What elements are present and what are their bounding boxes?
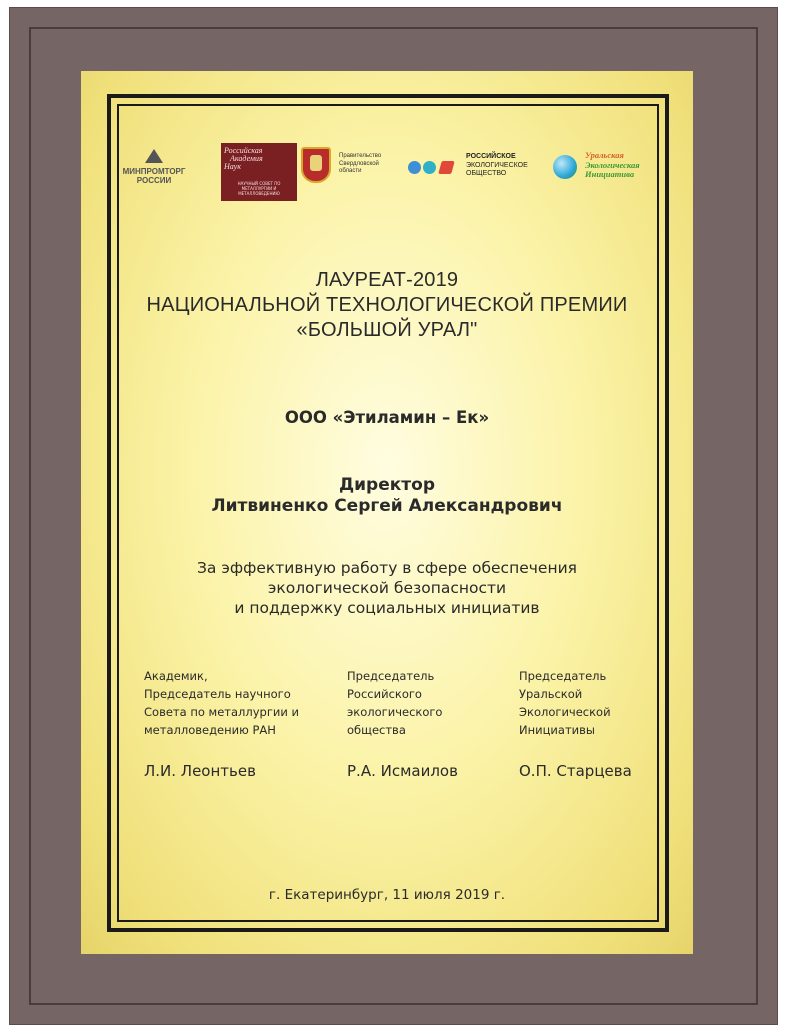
ural-initiative-text <box>585 151 640 180</box>
signatory-3 <box>519 667 659 780</box>
russian-ecological-society-logo <box>466 153 558 193</box>
ran-line2: Академия <box>230 154 263 163</box>
partner-icon-blue <box>408 161 421 174</box>
minpromtorg-triangle-icon <box>145 149 163 163</box>
ural-line3: Инициатива <box>585 169 635 179</box>
signatory-1 <box>144 667 314 780</box>
signatory-2 <box>347 667 487 780</box>
minpromtorg-line1: МИНПРОМТОРГ <box>122 167 186 176</box>
signatory-1-title-line: Председатель научного <box>144 687 291 701</box>
award-motivation <box>81 558 693 618</box>
ros-eco-line3: ОБЩЕСТВО <box>466 170 507 177</box>
ran-subtitle: НАУЧНЫЙ СОВЕТ ПО МЕТАЛЛУРГИИ И МЕТАЛЛОВЕДЕНИЮ <box>237 181 281 196</box>
recipient-position: Директор <box>339 475 435 495</box>
minpromtorg-line2: РОССИИ <box>136 176 172 185</box>
diploma-plate <box>81 71 693 954</box>
ural-line1: Уральская <box>585 150 624 160</box>
government-line1: Правительство <box>339 153 382 159</box>
heading-line3: «БОЛЬШОЙ УРАЛ" <box>296 319 478 341</box>
coat-of-arms-icon <box>301 147 331 183</box>
signatory-2-title-line: Председатель <box>347 669 435 683</box>
signatory-2-title-line: экологического <box>347 705 443 719</box>
partner-icon-teal <box>423 161 436 174</box>
heading-line2: НАЦИОНАЛЬНОЙ ТЕХНОЛОГИЧЕСКОЙ ПРЕМИИ <box>146 294 628 316</box>
signatory-1-title-line: Совета по металлургии и <box>144 705 299 719</box>
signatory-3-name: О.П. Старцева <box>519 762 632 780</box>
government-text <box>339 153 381 176</box>
signatory-2-title-line: Российского <box>347 687 422 701</box>
signatory-1-title-line: Академик, <box>144 669 208 683</box>
partner-icons <box>408 157 464 179</box>
government-line3: области <box>339 168 362 174</box>
ural-line2: Экологическая <box>585 159 640 170</box>
minpromtorg-logo <box>114 143 194 203</box>
ros-eco-line2: ЭКОЛОГИЧЕСКОЕ <box>466 161 528 169</box>
signatory-2-name: Р.А. Исмаилов <box>347 762 458 780</box>
signatory-3-title-line: Экологической <box>519 705 611 719</box>
sverdlovsk-government-logo <box>301 147 405 197</box>
heading-line1: ЛАУРЕАТ-2019 <box>315 269 459 291</box>
motivation-line1: За эффективную работу в сфере обеспечения <box>197 559 577 577</box>
award-heading <box>81 268 693 343</box>
ran-line3: Наук <box>224 162 241 171</box>
ural-ecological-initiative-logo <box>553 151 653 195</box>
government-line2: Свердловской <box>339 160 379 167</box>
motivation-line2: экологической безопасности <box>267 579 507 597</box>
signatory-3-title-line: Уральской <box>519 687 583 701</box>
motivation-line3: и поддержку социальных инициатив <box>234 599 540 617</box>
logo-row <box>81 143 693 205</box>
signatory-1-name: Л.И. Леонтьев <box>144 762 256 780</box>
organization-name: ООО «Этиламин – Ек» <box>284 408 490 427</box>
signatory-2-title-line: общества <box>347 723 406 737</box>
signatory-1-title-line: металловедению РАН <box>144 723 276 737</box>
ran-logo <box>221 143 297 201</box>
recipient-name: Литвиненко Сергей Александрович <box>211 496 563 516</box>
globe-icon <box>553 155 577 179</box>
ros-eco-line1: РОССИЙСКОЕ <box>466 153 516 160</box>
partner-icon-red <box>438 161 454 174</box>
signatory-3-title-line: Инициативы <box>519 723 595 737</box>
ran-line1: Российская <box>224 146 263 155</box>
place-and-date: г. Екатеринбург, 11 июля 2019 г. <box>268 887 506 903</box>
signatory-3-title-line: Председатель <box>519 669 607 683</box>
